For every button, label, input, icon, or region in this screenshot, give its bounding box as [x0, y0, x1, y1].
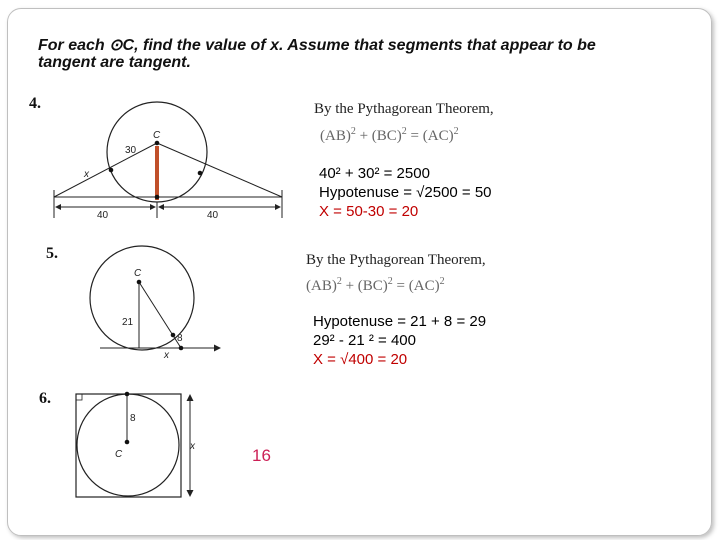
- tangent-arrow: [214, 345, 221, 352]
- problem-5-number: 5.: [46, 245, 58, 262]
- p4-work-line1: 40² + 30² = 2500: [319, 165, 430, 182]
- problem-5-work: [313, 312, 486, 369]
- center-point: [137, 280, 142, 285]
- p4-work-line3: X = 50-30 = 20: [319, 203, 419, 220]
- point-on-circle: [171, 333, 176, 338]
- p4-work-line2: Hypotenuse = √2500 = 50: [319, 184, 492, 201]
- dim-arrow-top: [187, 394, 194, 401]
- label-c: C: [153, 130, 161, 141]
- point-left: [109, 168, 114, 173]
- problem-4-theorem: By the Pythagorean Theorem,: [314, 101, 494, 117]
- label-x: x: [164, 350, 169, 361]
- problem-6-answer: 16: [252, 446, 271, 465]
- circle-c: [77, 394, 179, 496]
- label-40-left: 40: [97, 210, 109, 221]
- instructions-text: For each ⊙C, find the value of x. Assume that segments that appear to be tangent are tangent.: [38, 37, 596, 71]
- problem-4-work: [319, 164, 492, 221]
- p5-work-line3: X = √400 = 20: [313, 351, 408, 368]
- label-8: 8: [177, 333, 183, 344]
- right-angle-mark: [76, 394, 82, 400]
- point-bottom: [155, 195, 160, 200]
- external-point: [179, 346, 184, 351]
- arrow-left-a: [55, 204, 61, 210]
- arrow-right-b: [275, 204, 281, 210]
- label-8: 8: [130, 413, 136, 424]
- label-radius-30: 30: [125, 145, 137, 156]
- dim-arrow-bottom: [187, 490, 194, 497]
- p5-work-line1: Hypotenuse = 21 + 8 = 29: [313, 313, 487, 330]
- problem-4-number: 4.: [29, 95, 41, 112]
- label-x: x: [190, 441, 195, 452]
- arrow-left-b: [150, 204, 156, 210]
- problem-6-number: 6.: [39, 390, 51, 407]
- label-c: C: [115, 449, 123, 460]
- center-point: [125, 440, 130, 445]
- center-point: [155, 141, 160, 146]
- tangent-point: [125, 392, 130, 397]
- right-secant: [157, 143, 282, 197]
- problem-4-figure: [50, 90, 290, 225]
- problem-5-formula: (AB)$^2$ + (BC)$^2$ = (AC)$^2$: [306, 276, 445, 294]
- label-c: C: [134, 268, 142, 279]
- hypotenuse: [139, 282, 181, 348]
- label-21: 21: [122, 317, 134, 328]
- label-40-right: 40: [207, 210, 219, 221]
- problem-5-theorem: By the Pythagorean Theorem,: [306, 252, 486, 268]
- problem-6-figure: [72, 390, 212, 502]
- arrow-right-a: [158, 204, 164, 210]
- p5-work-line2: 29² - 21 ² = 400: [313, 332, 416, 349]
- problem-5-figure: [80, 240, 230, 365]
- label-x: x: [84, 169, 89, 180]
- left-secant: [54, 143, 157, 197]
- problem-4-formula: (AB)$^2$ + (BC)$^2$ = (AC)$^2$: [320, 126, 459, 144]
- point-right: [198, 171, 203, 176]
